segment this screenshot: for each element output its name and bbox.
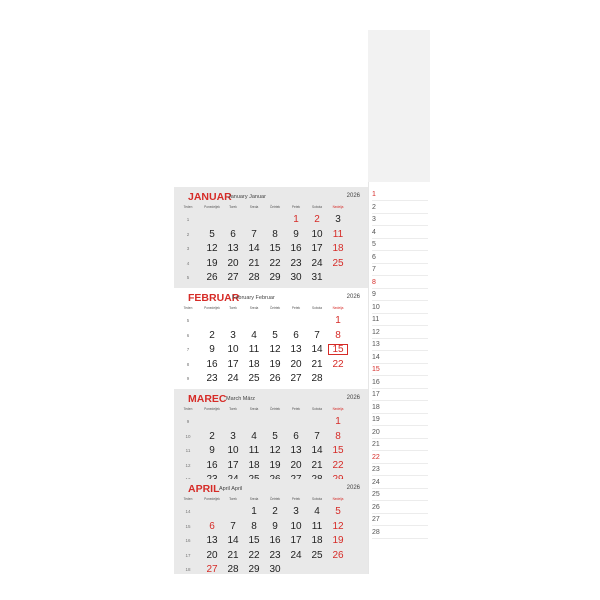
weekday-header: Sobota: [311, 306, 323, 310]
calendar-day: 19: [206, 257, 218, 269]
calendar-day: 18: [332, 243, 344, 254]
calendar-day: 11: [248, 344, 260, 355]
calendar-day: 15: [332, 445, 344, 456]
calendar-day: 28: [227, 564, 239, 575]
month-name: MAREC: [188, 393, 227, 405]
calendar-day: 27: [206, 564, 218, 575]
calendar-day: 8: [251, 520, 257, 532]
calendar-day: 15: [328, 344, 348, 355]
side-strip-day: 28: [372, 528, 380, 536]
weekday-header: Petek: [291, 205, 301, 209]
weekday-header: Sreda: [249, 497, 259, 501]
calendar-day: 5: [209, 228, 215, 240]
week-number: 6: [186, 332, 190, 338]
weekday-header: Sreda: [249, 407, 259, 411]
calendar-day: 13: [290, 445, 302, 456]
calendar-day: 30: [269, 564, 281, 575]
month-block: [174, 389, 368, 479]
side-strip-row: [372, 526, 428, 539]
month-name: APRIL: [188, 483, 220, 495]
calendar-day: 21: [311, 358, 323, 370]
weekday-header: Petek: [291, 497, 301, 501]
calendar-day: 4: [251, 430, 257, 442]
weekday-header-week: Teden: [183, 205, 193, 209]
calendar-day: 14: [227, 535, 239, 546]
calendar-day: 20: [227, 257, 239, 269]
week-number: 14: [185, 509, 191, 514]
side-strip-day: 6: [372, 253, 376, 261]
calendar-day: 13: [290, 344, 302, 355]
calendar-day: 16: [290, 243, 302, 254]
calendar-day: 3: [335, 214, 341, 225]
calendar-day: 22: [332, 358, 344, 370]
week-number: 11: [185, 448, 191, 453]
weekday-header: Ponedeljek: [204, 306, 220, 310]
weekday-header: Torek: [229, 407, 237, 411]
side-strip-row: [372, 201, 428, 214]
side-strip-day: 19: [372, 416, 380, 423]
calendar-day: 30: [290, 272, 302, 283]
calendar-day: 14: [248, 243, 260, 254]
side-strip-day: 2: [372, 203, 376, 211]
side-strip-day: 26: [372, 503, 380, 511]
side-strip-row: [372, 338, 428, 351]
calendar-day: 21: [248, 257, 260, 269]
side-strip-day: 20: [372, 428, 380, 436]
week-number: 17: [185, 552, 191, 558]
calendar-day: 7: [314, 430, 320, 442]
weekday-header: Sobota: [311, 407, 323, 411]
weekday-header-week: Teden: [183, 407, 193, 411]
calendar-day: 27: [227, 272, 239, 283]
weekday-header: Nedelja: [332, 306, 344, 310]
month-subtitle: April April: [219, 486, 243, 492]
side-strip-row: [372, 451, 428, 464]
calendar-day: 24: [227, 373, 239, 384]
calendar-day: 8: [335, 430, 341, 442]
calendar-day: 20: [206, 549, 218, 561]
calendar-day: 14: [311, 445, 323, 456]
side-strip-day: 5: [372, 241, 376, 248]
calendar-day: 3: [293, 506, 299, 517]
side-strip-row: [372, 488, 428, 501]
calendar-day: 24: [311, 257, 323, 269]
side-strip-row: [372, 513, 428, 526]
calendar-day: 26: [206, 272, 218, 283]
calendar-day: 25: [248, 373, 260, 384]
calendar-day: 17: [227, 358, 239, 370]
weekday-header: Petek: [291, 306, 301, 310]
calendar-day: 2: [209, 430, 215, 442]
calendar-day: 17: [311, 243, 323, 254]
calendar-day: 3: [230, 430, 236, 442]
calendar-day: 11: [311, 520, 323, 532]
weekday-header: Četrtek: [269, 497, 281, 501]
month-year: 2026: [346, 294, 360, 300]
month-name: JANUAR: [188, 191, 232, 203]
calendar-day: 1: [251, 506, 257, 517]
side-strip-row: [372, 251, 428, 264]
calendar-day: 27: [290, 373, 302, 384]
calendar-day: 10: [227, 344, 239, 355]
side-strip-day: 15: [372, 366, 380, 373]
side-strip-row: [372, 413, 428, 426]
side-strip-row: [372, 213, 428, 226]
calendar-day: 11: [332, 228, 344, 240]
calendar-day: 17: [290, 535, 302, 546]
month-year: 2026: [346, 485, 360, 491]
calendar-day: 23: [290, 257, 302, 269]
calendar-day: 4: [251, 329, 257, 341]
week-number: 16: [185, 538, 191, 543]
week-number: 5: [186, 275, 190, 280]
weekday-header: Sobota: [311, 497, 323, 501]
calendar-day: 12: [269, 344, 281, 355]
side-strip-day: 10: [372, 303, 380, 311]
side-strip-row: [372, 238, 428, 251]
weekday-header: Petek: [291, 407, 301, 411]
side-strip-row: [372, 326, 428, 339]
side-strip-row: [372, 226, 428, 239]
weekday-header: Četrtek: [269, 205, 281, 209]
side-strip-row: [372, 301, 428, 314]
week-number: 8: [186, 361, 190, 367]
calendar-day: 6: [293, 430, 299, 442]
calendar-day: 1: [335, 315, 341, 326]
side-strip-day: 4: [372, 228, 376, 236]
side-strip-row: [372, 426, 428, 439]
calendar-day: 19: [332, 535, 344, 546]
month-block: [174, 187, 368, 288]
calendar-day: 3: [230, 329, 236, 341]
weekday-header: Sreda: [249, 205, 259, 209]
week-number: 9: [186, 376, 190, 381]
calendar-day: 16: [206, 459, 218, 471]
calendar-day: 9: [293, 228, 299, 240]
calendar-day: 5: [272, 329, 278, 341]
side-strip-day: 12: [372, 328, 380, 336]
calendar-day: 1: [335, 416, 341, 427]
calendar-day: 12: [206, 243, 218, 254]
side-strip-day: 13: [372, 341, 380, 348]
weekday-header: Ponedeljek: [204, 407, 220, 411]
calendar-day: 7: [314, 329, 320, 341]
calendar-day: 5: [335, 506, 341, 517]
calendar-day: 15: [269, 243, 281, 254]
side-strip-row: [372, 388, 428, 401]
side-strip-day: 25: [372, 491, 380, 498]
calendar-day: 7: [230, 520, 236, 532]
calendar-day: 7: [251, 228, 257, 240]
weekday-header-week: Teden: [183, 497, 193, 501]
calendar-day: 18: [311, 535, 323, 546]
week-number: 10: [185, 433, 191, 439]
week-number: 7: [186, 347, 190, 352]
side-strip-day: 27: [372, 516, 380, 523]
calendar-day: 9: [272, 520, 278, 532]
weekday-header: Četrtek: [269, 407, 281, 411]
side-strip-row: [372, 501, 428, 514]
week-number: 12: [185, 462, 191, 468]
calendar-day: 18: [248, 358, 260, 370]
side-strip-day: 21: [372, 441, 380, 448]
side-strip-day: 9: [372, 291, 376, 298]
side-strip-day: 18: [372, 403, 380, 411]
calendar-day: 6: [209, 520, 215, 532]
calendar-day: 6: [293, 329, 299, 341]
week-number: 3: [186, 246, 190, 251]
calendar-day: 5: [272, 430, 278, 442]
side-strip-row: [372, 288, 428, 301]
side-strip-row: [372, 401, 428, 414]
week-number: 9: [186, 419, 190, 424]
calendar-day: 25: [311, 549, 323, 561]
calendar-day: 8: [272, 228, 278, 240]
calendar-day: 9: [209, 344, 215, 355]
calendar-day: 9: [209, 445, 215, 456]
side-strip-day: 1: [372, 191, 376, 198]
weekday-header: Ponedeljek: [204, 205, 220, 209]
calendar-day: 26: [332, 549, 344, 561]
calendar-day: 15: [248, 535, 260, 546]
month-subtitle: March März: [226, 396, 256, 402]
month-name: FEBRUAR: [188, 292, 240, 304]
calendar-day: 12: [269, 445, 281, 456]
side-strip-row: [372, 463, 428, 476]
calendar-day: 4: [314, 506, 320, 517]
side-strip-row: [372, 438, 428, 451]
calendar-day: 12: [332, 520, 344, 532]
side-strip-row: [372, 188, 428, 201]
calendar-day: 19: [269, 459, 281, 471]
week-number: 4: [186, 260, 190, 266]
calendar-day: 2: [209, 329, 215, 341]
calendar-day: 23: [269, 549, 281, 561]
calendar-day: 16: [269, 535, 281, 546]
calendar-day: 22: [269, 257, 281, 269]
week-number: 15: [185, 523, 191, 529]
calendar-day: 6: [230, 228, 236, 240]
calendar-day: 10: [290, 520, 302, 532]
calendar-day: 21: [227, 549, 239, 561]
month-year: 2026: [346, 193, 360, 199]
side-strip-day: 23: [372, 466, 380, 473]
weekday-header: Nedelja: [332, 407, 344, 411]
calendar-day: 8: [335, 329, 341, 341]
calendar-day: 25: [332, 257, 344, 269]
calendar-day: 11: [248, 445, 260, 456]
weekday-header: Sobota: [311, 205, 323, 209]
calendar-day: 29: [248, 564, 260, 575]
side-strip-day: 3: [372, 216, 376, 223]
calendar-day: 26: [269, 373, 281, 384]
calendar-day: 16: [206, 358, 218, 370]
weekday-header: Nedelja: [332, 497, 344, 501]
weekday-header: Sreda: [249, 306, 259, 310]
month-block: [174, 479, 368, 574]
weekday-header: Četrtek: [269, 306, 281, 310]
weekday-header: Ponedeljek: [204, 497, 220, 501]
calendar-day: 17: [227, 459, 239, 471]
calendar-day: 2: [272, 506, 278, 517]
calendar-day: 24: [290, 549, 302, 561]
calendar-day: 21: [311, 459, 323, 471]
week-number: 2: [186, 231, 190, 237]
calendar-day: 29: [269, 272, 281, 283]
week-number: 1: [186, 217, 190, 222]
side-strip-day: 24: [372, 478, 380, 486]
side-strip-day: 7: [372, 266, 376, 273]
side-strip-day: 17: [372, 391, 380, 398]
calendar-day: 14: [311, 344, 323, 355]
side-strip-row: [372, 263, 428, 276]
weekday-header: Nedelja: [332, 205, 344, 209]
week-number: 5: [186, 318, 190, 323]
weekday-header: Torek: [229, 306, 237, 310]
side-strip-day: 8: [372, 278, 376, 286]
calendar-day: 19: [269, 358, 281, 370]
week-number: 18: [185, 567, 191, 572]
calendar-day: 2: [314, 214, 320, 225]
calendar-day: 10: [311, 228, 323, 240]
weekday-header: Torek: [229, 497, 237, 501]
month-subtitle: February Februar: [232, 295, 275, 301]
calendar-day: 23: [206, 373, 218, 384]
side-strip-row: [372, 476, 428, 489]
calendar-day: 28: [311, 373, 323, 384]
side-strip-row: [372, 313, 428, 326]
weekday-header: Torek: [229, 205, 237, 209]
side-strip-row: [372, 376, 428, 389]
calendar-day: 18: [248, 459, 260, 471]
side-strip-row: [372, 363, 428, 376]
calendar-day: 13: [227, 243, 239, 254]
side-strip-day: 22: [372, 453, 380, 461]
side-strip-row: [372, 351, 428, 364]
side-strip-day: 11: [372, 316, 380, 323]
month-block: [174, 288, 368, 389]
calendar-day: 31: [311, 272, 323, 283]
weekday-header-week: Teden: [183, 306, 193, 310]
calendar-day: 22: [248, 549, 260, 561]
calendar-day: 28: [248, 272, 260, 283]
calendar-day: 10: [227, 445, 239, 456]
month-subtitle: January Januar: [228, 194, 266, 200]
calendar-day: 22: [332, 459, 344, 471]
side-strip-row: [372, 276, 428, 289]
month-year: 2026: [346, 395, 360, 401]
side-strip-day: 14: [372, 353, 380, 361]
side-strip-day: 16: [372, 378, 380, 386]
calendar-day: 1: [293, 214, 299, 225]
calendar-day: 20: [290, 459, 302, 471]
calendar-day: 20: [290, 358, 302, 370]
calendar-day: 13: [206, 535, 218, 546]
